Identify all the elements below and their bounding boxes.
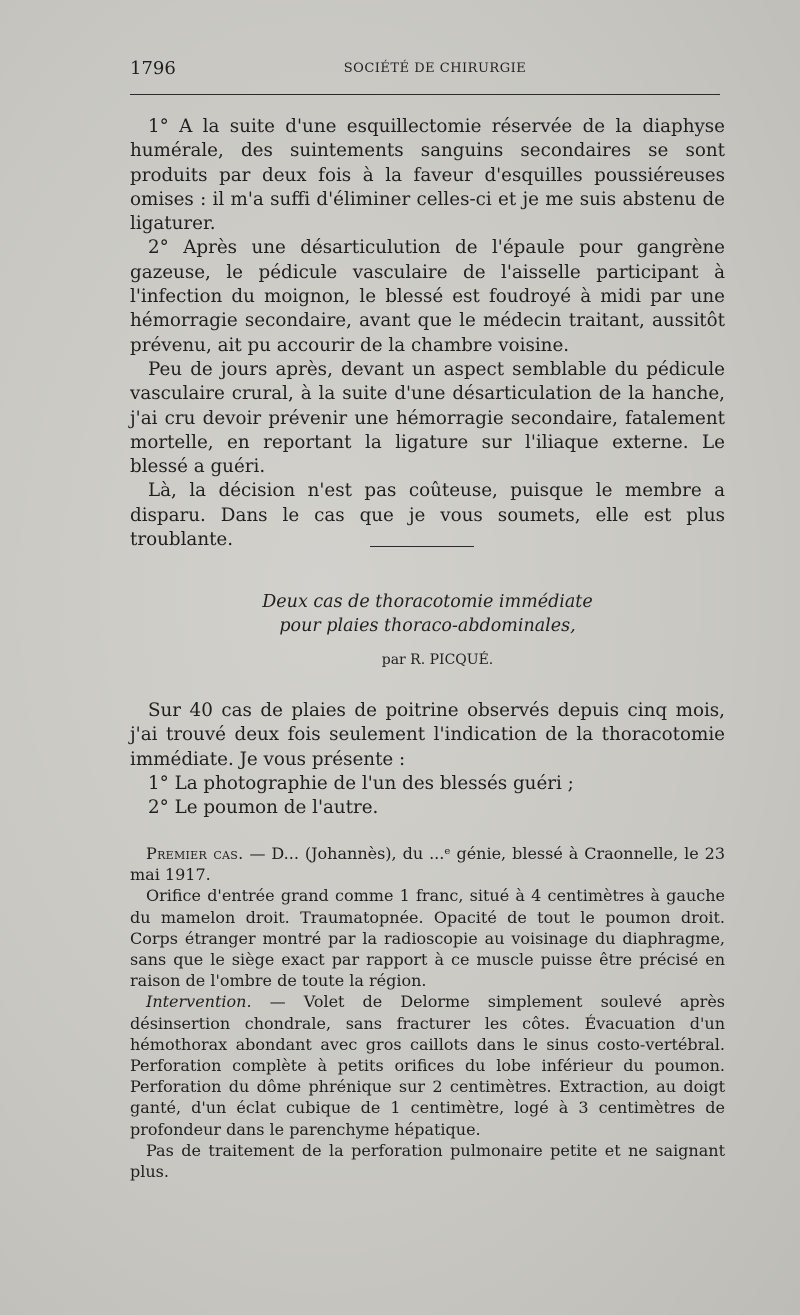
paragraph-shoulder: 2° Après une désarticulution de l'épaule pour gangrène gazeuse, le pédicule vasculaire de l'aisselle participant à l'infection du moignon, le blessé est foudroyé à midi par une hémorragie secondaire, avant que le médecin traitant, aussitôt prévenu, ait pu accourir de la chambre voisine. bbox=[130, 237, 725, 356]
paragraph-humeral: 1° A la suite d'une esquillectomie réservée de la diaphyse humérale, des suintements sanguins secondaires se sont produits par deux fois à la faveur d'esquilles poussiéreuses omises : il m'a suffi d'éliminer celles-ci et je me suis abstenu de ligaturer. bbox=[130, 116, 725, 235]
paragraph-hip: Peu de jours après, devant un aspect semblable du pédicule vasculaire crural, à la suite d'une désarticulation de la hanche, j'ai cru devoir prévenir une hémorragie secondaire, fatalement mortelle, en reportant la ligature sur l'iliaque externe. Le blessé a guéri. bbox=[130, 358, 725, 478]
article-intro bbox=[130, 699, 725, 820]
page-header bbox=[130, 58, 720, 84]
case-description: Orifice d'entrée grand comme 1 franc, situé à 4 centimètres à gauche du mamelon droit. Traumatopnée. Opacité de tout le poumon droit. Corps étranger montré par la radioscopie au voisinage du diaphragme, sans que le siège exact par rapport à ce muscle puisse être précisé en raison de l'ombre de toute la région. bbox=[130, 886, 725, 991]
article-author: par R. PICQUÉ. bbox=[381, 652, 494, 668]
case-heading-paragraph bbox=[130, 843, 725, 885]
intervention-paragraph bbox=[130, 991, 725, 1139]
previous-article-conclusion bbox=[130, 115, 725, 552]
case-final-paragraph: Pas de traitement de la perforation pulmonaire petite et ne saignant plus. bbox=[130, 1140, 725, 1182]
header-rule bbox=[130, 94, 720, 95]
case-first-line: — D... (Johannès), du ...ᵉ génie, blessé à Craonnelle, le 23 mai 1917. bbox=[130, 844, 726, 885]
paragraph-conclusion: Là, la décision n'est pas coûteuse, puisque le membre a disparu. Dans le cas que je vous soumets, elle est plus troublante. bbox=[130, 480, 725, 551]
intro-paragraph: Sur 40 cas de plaies de poitrine observés depuis cinq mois, j'ai trouvé deux fois seulement l'indication de la thoracotomie immédiate. Je vous présente : bbox=[130, 700, 725, 770]
running-title: SOCIÉTÉ DE CHIRURGIE bbox=[343, 61, 527, 76]
page-number: 1796 bbox=[130, 58, 176, 79]
section-divider bbox=[370, 546, 474, 547]
article-title-line-2: pour plaies thoraco-abdominales, bbox=[279, 616, 576, 636]
intervention-text: — Volet de Delorme simplement soulevé après désinsertion chondrale, sans fracturer les côtes. Évacuation d'un hémothorax abondant avec gros caillots dans le sinus costo-vertébral. Perforation complète à petits orifices du lobe inférieur du poumon. Perforation du dôme phrénique sur 2 centimètres. Extraction, au doigt ganté, d'un éclat cubique de 1 centimètre, logé à 3 centimètres de profondeur dans le parenchyme hépatique. bbox=[130, 992, 725, 1139]
article-title-line-1: Deux cas de thoracotomie immédiate bbox=[262, 592, 593, 612]
article-title bbox=[130, 590, 725, 638]
intro-item-1: 1° La photographie de l'un des blessés guéri ; bbox=[148, 772, 574, 794]
case-report bbox=[130, 843, 725, 1182]
intro-item-2: 2° Le poumon de l'autre. bbox=[148, 797, 379, 819]
intervention-label: Intervention. bbox=[146, 992, 252, 1012]
case-label: Premier cas. bbox=[146, 844, 244, 863]
